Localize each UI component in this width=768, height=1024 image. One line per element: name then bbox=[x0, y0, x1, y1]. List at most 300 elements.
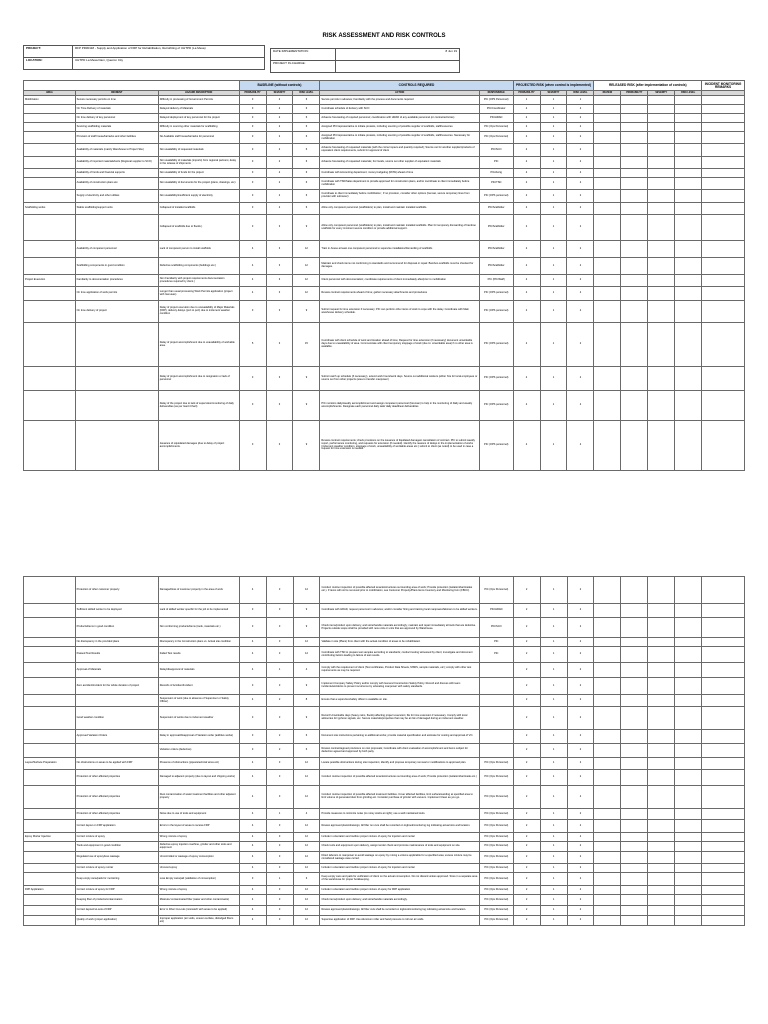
projected-risk-cell: 1 bbox=[567, 96, 594, 105]
probability-cell: 4 bbox=[239, 647, 266, 663]
area-cell bbox=[24, 744, 76, 758]
hazard-cell: Improper application (air voids, uneven surface, dislodged fibers etc) bbox=[158, 916, 239, 926]
probability-cell: 4 bbox=[239, 258, 266, 275]
risk-level-cell: 12 bbox=[293, 820, 320, 833]
severity-cell: 2 bbox=[266, 114, 293, 123]
responsible-cell: PIC/Coordinator bbox=[479, 105, 513, 114]
projected-probability-cell: 2 bbox=[513, 678, 540, 695]
area-cell bbox=[24, 852, 76, 864]
hazard-cell: Records of Accident/Incident bbox=[158, 678, 239, 695]
residual-risk-cell bbox=[675, 203, 702, 215]
incident-cell: Availability of imported materials/tools (Regional supplier to SCO) bbox=[75, 157, 158, 169]
area-cell bbox=[24, 809, 76, 820]
incident-cell: Protection of other affected properties bbox=[75, 809, 158, 820]
residual-risk-cell bbox=[594, 873, 621, 886]
hazard-cell: Damaged to adjacent property (due to layout and chipping works) bbox=[158, 770, 239, 786]
hazard-cell: Difficulty in sourcing other materials for scaffolding bbox=[158, 123, 239, 132]
risk-level-cell: 6 bbox=[293, 114, 320, 123]
col-severity-2: SEVERITY bbox=[540, 91, 567, 96]
table-row bbox=[24, 604, 745, 618]
residual-risk-cell bbox=[621, 241, 648, 258]
residual-risk-cell bbox=[594, 241, 621, 258]
action-cell: Submit catch up schedule (if necessary), extend work hours/work days. Source out additional workers (either hire for local employees or source out from other projects (area to transfer manpower) bbox=[320, 367, 479, 391]
incident-cell: Keeping fiber of products/contamination bbox=[75, 895, 158, 906]
risk-level-cell: 6 bbox=[293, 178, 320, 190]
projected-probability-cell: 2 bbox=[513, 758, 540, 770]
residual-risk-cell bbox=[621, 132, 648, 144]
risk-level-cell: 3 bbox=[293, 873, 320, 886]
action-cell: Review approved plans/drawings; All fiber cuts shall be recorded on logbook/monitoring log indicating actual size and location. bbox=[320, 906, 479, 916]
responsible-cell: PIC (Ops Personnel) bbox=[479, 786, 513, 809]
action-cell: Coordinate with Accounting department; money budgeting (ROW) ahead of time bbox=[320, 169, 479, 178]
residual-risk-cell bbox=[648, 895, 675, 906]
probability-cell: 4 bbox=[239, 864, 266, 873]
severity-cell: 3 bbox=[266, 906, 293, 916]
responsible-cell: PIC (OPS personnel) bbox=[479, 323, 513, 367]
controls-header: CONTROLS REQUIRED bbox=[320, 81, 513, 91]
remarks-cell bbox=[702, 852, 745, 864]
residual-risk-cell bbox=[594, 203, 621, 215]
table-row bbox=[24, 190, 745, 203]
hazard-cell: Damaged/loss of customer property in the area of work bbox=[158, 577, 239, 604]
remarks-cell bbox=[702, 916, 745, 926]
remarks-cell bbox=[702, 169, 745, 178]
incident-cell: Protection of other customer property bbox=[75, 577, 158, 604]
projected-risk-header: PROJECTED RISK (when control is implemented) bbox=[513, 81, 594, 91]
table-row bbox=[24, 144, 745, 157]
probability-cell: 3 bbox=[239, 301, 266, 323]
residual-risk-cell bbox=[594, 421, 621, 471]
residual-risk-cell bbox=[594, 809, 621, 820]
area-cell bbox=[24, 678, 76, 695]
table-row bbox=[24, 873, 745, 886]
residual-risk-cell bbox=[621, 215, 648, 241]
severity-cell: 3 bbox=[266, 287, 293, 301]
residual-risk-cell bbox=[675, 820, 702, 833]
table-row bbox=[24, 906, 745, 916]
residual-risk-cell bbox=[675, 301, 702, 323]
project-value: RFP PR#0118 - Supply and Application of FRP for Rehabilitation, Retrofitting of UHTPD (La Mesa) bbox=[73, 46, 265, 58]
residual-risk-cell bbox=[594, 886, 621, 895]
projected-risk-cell: 2 bbox=[567, 820, 594, 833]
projected-probability-cell: 2 bbox=[513, 367, 540, 391]
probability-cell: 4 bbox=[239, 895, 266, 906]
projected-probability-cell: 2 bbox=[513, 886, 540, 895]
residual-risk-cell bbox=[648, 275, 675, 287]
table-row bbox=[24, 886, 745, 895]
residual-risk-cell bbox=[621, 323, 648, 367]
hazard-cell: Delay in approval/disapproval of Variation order (additive works) bbox=[158, 730, 239, 744]
residual-risk-cell bbox=[594, 391, 621, 421]
severity-cell: 3 bbox=[266, 258, 293, 275]
residual-risk-cell bbox=[675, 96, 702, 105]
residual-risk-cell bbox=[621, 421, 648, 471]
incident-cell bbox=[75, 421, 158, 471]
incident-cell: Products/items in good condition bbox=[75, 618, 158, 638]
hazard-cell: Non availability of funds for the project bbox=[158, 169, 239, 178]
residual-risk-cell bbox=[621, 873, 648, 886]
responsible-cell: PIC (Ops Personnel) bbox=[479, 770, 513, 786]
residual-risk-cell bbox=[594, 123, 621, 132]
probability-cell: 5 bbox=[239, 323, 266, 367]
table-row bbox=[24, 678, 745, 695]
table-row bbox=[24, 169, 745, 178]
projected-severity-cell: 1 bbox=[540, 367, 567, 391]
residual-risk-cell bbox=[648, 906, 675, 916]
residual-risk-cell bbox=[648, 123, 675, 132]
table-row bbox=[24, 786, 745, 809]
responsible-cell: PIC (Ops Personnel) bbox=[479, 123, 513, 132]
incident-cell: Good weather condition bbox=[75, 707, 158, 730]
projected-risk-cell: 2 bbox=[567, 809, 594, 820]
risk-level-cell: 12 bbox=[293, 770, 320, 786]
residual-risk-cell bbox=[648, 873, 675, 886]
col-risk-level: RISK LEVEL bbox=[293, 91, 320, 96]
action-cell: Allow only competent personnel (scaffolders) to plan, install and maintain installed scaffolds. bbox=[320, 203, 479, 215]
residual-risk-cell bbox=[675, 157, 702, 169]
projected-probability-cell: 2 bbox=[513, 873, 540, 886]
hazard-cell: Difficulty in processing of Government Permits bbox=[158, 96, 239, 105]
residual-risk-cell bbox=[594, 169, 621, 178]
action-cell: Ensure that a supervisor/safety officer is available on site. bbox=[320, 695, 479, 707]
residual-risk-cell bbox=[621, 678, 648, 695]
residual-risk-cell bbox=[594, 707, 621, 730]
remarks-cell bbox=[702, 323, 745, 367]
probability-cell: 3 bbox=[239, 123, 266, 132]
incident-cell: Keep empty cans/pails for monitoring bbox=[75, 873, 158, 886]
residual-risk-header: RELEASED RISK (after implementation of controls) bbox=[594, 81, 702, 91]
projected-severity-cell: 1 bbox=[540, 96, 567, 105]
projected-severity-cell: 1 bbox=[540, 842, 567, 852]
table-row bbox=[24, 258, 745, 275]
projected-risk-cell: 2 bbox=[567, 241, 594, 258]
residual-risk-cell bbox=[648, 391, 675, 421]
residual-risk-cell bbox=[675, 132, 702, 144]
residual-risk-cell bbox=[594, 842, 621, 852]
responsible-cell bbox=[479, 678, 513, 695]
remarks-cell bbox=[702, 301, 745, 323]
responsible-cell: PIC (OPS personnel) bbox=[479, 421, 513, 471]
severity-cell: 2 bbox=[266, 169, 293, 178]
projected-risk-cell: 2 bbox=[567, 852, 594, 864]
hazard-cell: Wrong mixture of epoxy bbox=[158, 886, 239, 895]
incident-cell: Correct layout on FRP application bbox=[75, 820, 158, 833]
remarks-cell bbox=[702, 215, 745, 241]
residual-risk-cell bbox=[675, 638, 702, 647]
residual-risk-cell bbox=[675, 190, 702, 203]
area-cell bbox=[24, 906, 76, 916]
risk-level-cell: 12 bbox=[293, 842, 320, 852]
residual-risk-cell bbox=[594, 190, 621, 203]
residual-risk-cell bbox=[594, 758, 621, 770]
residual-risk-cell bbox=[621, 820, 648, 833]
action-cell: Validate in site (Plans) from client with the actual condition of areas to be rehabilitated. bbox=[320, 638, 479, 647]
residual-risk-cell bbox=[621, 809, 648, 820]
action-cell: Conduct routine inspection of possible affected treatment facilities. Cover affected facilities, limit surface/sanding at specified area to limit volume of generated dust from grinding etc. Consider purchase of grinder with vacuum. Implement Clean as you go. bbox=[320, 786, 479, 809]
residual-risk-cell bbox=[594, 906, 621, 916]
projected-risk-cell: 2 bbox=[567, 421, 594, 471]
projected-probability-cell: 2 bbox=[513, 852, 540, 864]
hazard-cell: Non conforming products/items (tools, materials etc.) bbox=[158, 618, 239, 638]
residual-risk-cell bbox=[648, 618, 675, 638]
area-cell: Layout/Surface Preparation bbox=[24, 758, 76, 770]
severity-cell: 3 bbox=[266, 215, 293, 241]
remarks-cell bbox=[702, 895, 745, 906]
responsible-cell: PIC (Ops Personnel) bbox=[479, 132, 513, 144]
residual-risk-cell bbox=[675, 873, 702, 886]
probability-cell: 4 bbox=[239, 852, 266, 864]
residual-risk-cell bbox=[594, 323, 621, 367]
table-row bbox=[24, 105, 745, 114]
projected-risk-cell: 2 bbox=[567, 916, 594, 926]
col-hazard: HAZARD DESCRIPTION bbox=[158, 91, 239, 96]
responsible-cell: PIC (PIC/Staff) bbox=[479, 275, 513, 287]
residual-risk-cell bbox=[648, 215, 675, 241]
residual-risk-cell bbox=[621, 833, 648, 842]
incident-cell: Approved Variation Orders bbox=[75, 730, 158, 744]
residual-risk-cell bbox=[621, 604, 648, 618]
remarks-cell bbox=[702, 770, 745, 786]
severity-cell: 3 bbox=[266, 577, 293, 604]
responsible-cell: PIC (Ops Personnel) bbox=[479, 842, 513, 852]
projected-probability-cell: 2 bbox=[513, 157, 540, 169]
projected-probability-cell: 2 bbox=[513, 323, 540, 367]
residual-risk-cell bbox=[621, 663, 648, 678]
responsible-cell: PIC/HRAD bbox=[479, 604, 513, 618]
projected-severity-cell: 1 bbox=[540, 275, 567, 287]
projected-severity-cell: 1 bbox=[540, 421, 567, 471]
risk-level-cell: 8 bbox=[293, 695, 320, 707]
action-cell: Check items/product upon delivery, and store/handle materials accordingly. bbox=[320, 895, 479, 906]
projected-risk-cell: 2 bbox=[567, 873, 594, 886]
risk-level-cell: 6 bbox=[293, 190, 320, 203]
responsible-cell: PIC (Ops Personnel) bbox=[479, 577, 513, 604]
projected-severity-cell: 1 bbox=[540, 895, 567, 906]
risk-level-cell: 12 bbox=[293, 864, 320, 873]
hazard-cell: Noise due to use of tools and equipment bbox=[158, 809, 239, 820]
projected-probability-cell: 2 bbox=[513, 114, 540, 123]
remarks-cell bbox=[702, 96, 745, 105]
residual-risk-cell bbox=[648, 758, 675, 770]
area-cell bbox=[24, 695, 76, 707]
incident-cell: Availability of funds and financial supports bbox=[75, 169, 158, 178]
projected-risk-cell: 2 bbox=[567, 323, 594, 367]
incident-cell bbox=[75, 391, 158, 421]
incident-cell: On time delivery of project bbox=[75, 301, 158, 323]
residual-risk-cell bbox=[621, 203, 648, 215]
severity-cell: 2 bbox=[266, 144, 293, 157]
severity-cell: 2 bbox=[266, 178, 293, 190]
remarks-cell bbox=[702, 577, 745, 604]
hazard-cell: Moisture/ contaminated fiber (water and other contaminants) bbox=[158, 895, 239, 906]
residual-risk-cell bbox=[648, 258, 675, 275]
action-cell: Check tools and equipment upon delivery, assign tender check and promote maintenance of tools and equipment on site. bbox=[320, 842, 479, 852]
projected-risk-cell: 2 bbox=[567, 663, 594, 678]
projected-probability-cell: 2 bbox=[513, 618, 540, 638]
projected-risk-cell: 2 bbox=[567, 842, 594, 852]
action-cell: Keep empty cans and pails for verification of client on the actual consumption. Do not discard unless approved. Store in a separate area of the warehouse for proper bookkeeping. bbox=[320, 873, 479, 886]
table-row bbox=[24, 820, 745, 833]
responsible-cell: PIC (Ops Personnel) bbox=[479, 886, 513, 895]
hazard-cell: Collapsed of scaffolds due to floods.) bbox=[158, 215, 239, 241]
projected-risk-cell: 2 bbox=[567, 647, 594, 663]
projected-probability-cell: 2 bbox=[513, 275, 540, 287]
projected-probability-cell: 2 bbox=[513, 864, 540, 873]
projected-probability-cell: 2 bbox=[513, 786, 540, 809]
risk-level-cell: 4 bbox=[293, 663, 320, 678]
severity-cell: 3 bbox=[266, 391, 293, 421]
incident-cell: Quality of work (proper application) bbox=[75, 916, 158, 926]
probability-cell: 3 bbox=[239, 169, 266, 178]
probability-cell: 4 bbox=[239, 287, 266, 301]
severity-cell: 2 bbox=[266, 96, 293, 105]
remarks-cell bbox=[702, 203, 745, 215]
projected-probability-cell: 2 bbox=[513, 215, 540, 241]
probability-cell: 4 bbox=[239, 241, 266, 258]
area-cell bbox=[24, 190, 76, 203]
severity-cell: 3 bbox=[266, 852, 293, 864]
col-review: REVIEW bbox=[594, 91, 621, 96]
incident-cell: Availability of materials (mainly Warehouse to Project Site) bbox=[75, 144, 158, 157]
probability-cell: 3 bbox=[239, 678, 266, 695]
projected-probability-cell: 2 bbox=[513, 809, 540, 820]
residual-risk-cell bbox=[675, 169, 702, 178]
severity-cell: 2 bbox=[266, 105, 293, 114]
responsible-cell: PIC (OPS personnel) bbox=[479, 190, 513, 203]
residual-risk-cell bbox=[594, 367, 621, 391]
area-cell bbox=[24, 707, 76, 730]
projected-probability-cell: 2 bbox=[513, 577, 540, 604]
residual-risk-cell bbox=[594, 820, 621, 833]
area-cell bbox=[24, 114, 76, 123]
responsible-cell: PIC (Ops Personnel) bbox=[479, 864, 513, 873]
projected-severity-cell: 1 bbox=[540, 638, 567, 647]
col-severity: SEVERITY bbox=[266, 91, 293, 96]
col-risk-level-2: RISK LEVEL bbox=[567, 91, 594, 96]
risk-level-cell: 12 bbox=[293, 852, 320, 864]
responsible-cell: PIC (OPS Personnel) bbox=[479, 96, 513, 105]
remarks-cell bbox=[702, 157, 745, 169]
severity-cell: 2 bbox=[266, 190, 293, 203]
projected-probability-cell: 2 bbox=[513, 178, 540, 190]
projected-severity-cell: 1 bbox=[540, 770, 567, 786]
residual-risk-cell bbox=[675, 842, 702, 852]
residual-risk-cell bbox=[675, 730, 702, 744]
action-cell: Include in orientation and toolbox proper mixture of epoxy for injection and mortar bbox=[320, 864, 479, 873]
residual-risk-cell bbox=[621, 114, 648, 123]
projected-severity-cell: 1 bbox=[540, 873, 567, 886]
risk-level-cell: 6 bbox=[293, 123, 320, 132]
projected-risk-cell: 2 bbox=[567, 169, 594, 178]
probability-cell: 3 bbox=[239, 132, 266, 144]
projected-risk-cell: 2 bbox=[567, 770, 594, 786]
residual-risk-cell bbox=[621, 367, 648, 391]
hazard-cell: Non availability of requested materials bbox=[158, 144, 239, 157]
hazard-cell: No Available staff house/barracks for personnel bbox=[158, 132, 239, 144]
residual-risk-cell bbox=[621, 770, 648, 786]
residual-risk-cell bbox=[675, 577, 702, 604]
projected-risk-cell: 2 bbox=[567, 638, 594, 647]
table-row bbox=[24, 287, 745, 301]
remarks-cell bbox=[702, 786, 745, 809]
remarks-cell bbox=[702, 842, 745, 852]
incident-cell: On Time Delivery of materials bbox=[75, 105, 158, 114]
project-info-right bbox=[270, 48, 460, 73]
residual-risk-cell bbox=[648, 678, 675, 695]
residual-risk-cell bbox=[594, 895, 621, 906]
table-row bbox=[24, 833, 745, 842]
projected-probability-cell: 2 bbox=[513, 916, 540, 926]
action-cell: Assigned PIC/representative to initiate pretests, including sourcing of possible supplier of scaffolds, staff/resources bbox=[320, 123, 479, 132]
table-row bbox=[24, 203, 745, 215]
projected-severity-cell: 1 bbox=[540, 852, 567, 864]
responsible-cell: PIC (OPS personnel) bbox=[479, 301, 513, 323]
residual-risk-cell bbox=[675, 886, 702, 895]
table-row bbox=[24, 758, 745, 770]
hazard-cell: Lack of competent person to install scaffolds bbox=[158, 241, 239, 258]
residual-risk-cell bbox=[621, 886, 648, 895]
project-info-left bbox=[23, 45, 265, 70]
projected-risk-cell: 2 bbox=[567, 123, 594, 132]
projected-severity-cell: 1 bbox=[540, 809, 567, 820]
incharge-label: PROJECT IN-CHARGE: bbox=[271, 61, 336, 73]
probability-cell: 4 bbox=[239, 916, 266, 926]
action-cell: Document site instructions pertaining to additional works; provide material specification and estimate for costing and approval of VO. bbox=[320, 730, 479, 744]
residual-risk-cell bbox=[594, 864, 621, 873]
risk-level-cell: 12 bbox=[293, 287, 320, 301]
area-cell bbox=[24, 647, 76, 663]
residual-risk-cell bbox=[675, 809, 702, 820]
projected-severity-cell: 1 bbox=[540, 820, 567, 833]
probability-cell: 3 bbox=[239, 203, 266, 215]
location-label: LOCATION: bbox=[24, 58, 73, 70]
residual-risk-cell bbox=[594, 215, 621, 241]
responsible-cell bbox=[479, 730, 513, 744]
residual-risk-cell bbox=[594, 132, 621, 144]
responsible-cell: PIC/TSD bbox=[479, 178, 513, 190]
residual-risk-cell bbox=[594, 695, 621, 707]
residual-risk-cell bbox=[594, 663, 621, 678]
hazard-cell: Defective scaffolding components (buildings etc.) bbox=[158, 258, 239, 275]
remarks-cell bbox=[702, 647, 745, 663]
residual-risk-cell bbox=[594, 105, 621, 114]
document-title: RISK ASSESSMENT AND RISK CONTROLS bbox=[322, 33, 446, 39]
action-cell: Coordinate with TSD/Sales department to provide approved for construction plans, and/or coordinate to client immediately before mobilization bbox=[320, 178, 479, 190]
projected-probability-cell: 2 bbox=[513, 421, 540, 471]
area-cell bbox=[24, 895, 76, 906]
residual-risk-cell bbox=[594, 786, 621, 809]
risk-level-cell: 4 bbox=[293, 809, 320, 820]
residual-risk-cell bbox=[621, 730, 648, 744]
incident-cell: Approval of Materials bbox=[75, 663, 158, 678]
projected-probability-cell: 2 bbox=[513, 144, 540, 157]
projected-probability-cell: 2 bbox=[513, 604, 540, 618]
remarks-cell bbox=[702, 638, 745, 647]
remarks-cell bbox=[702, 730, 745, 744]
table-row bbox=[24, 178, 745, 190]
responsible-cell: PIC (Ops Personnel) bbox=[479, 758, 513, 770]
area-cell bbox=[24, 258, 76, 275]
area-cell: FRP Application bbox=[24, 886, 76, 895]
area-cell bbox=[24, 873, 76, 886]
table-row bbox=[24, 809, 745, 820]
area-cell bbox=[24, 786, 76, 809]
residual-risk-cell bbox=[621, 916, 648, 926]
table-row bbox=[24, 695, 745, 707]
severity-cell: 3 bbox=[266, 638, 293, 647]
residual-risk-cell bbox=[648, 241, 675, 258]
residual-risk-cell bbox=[648, 786, 675, 809]
